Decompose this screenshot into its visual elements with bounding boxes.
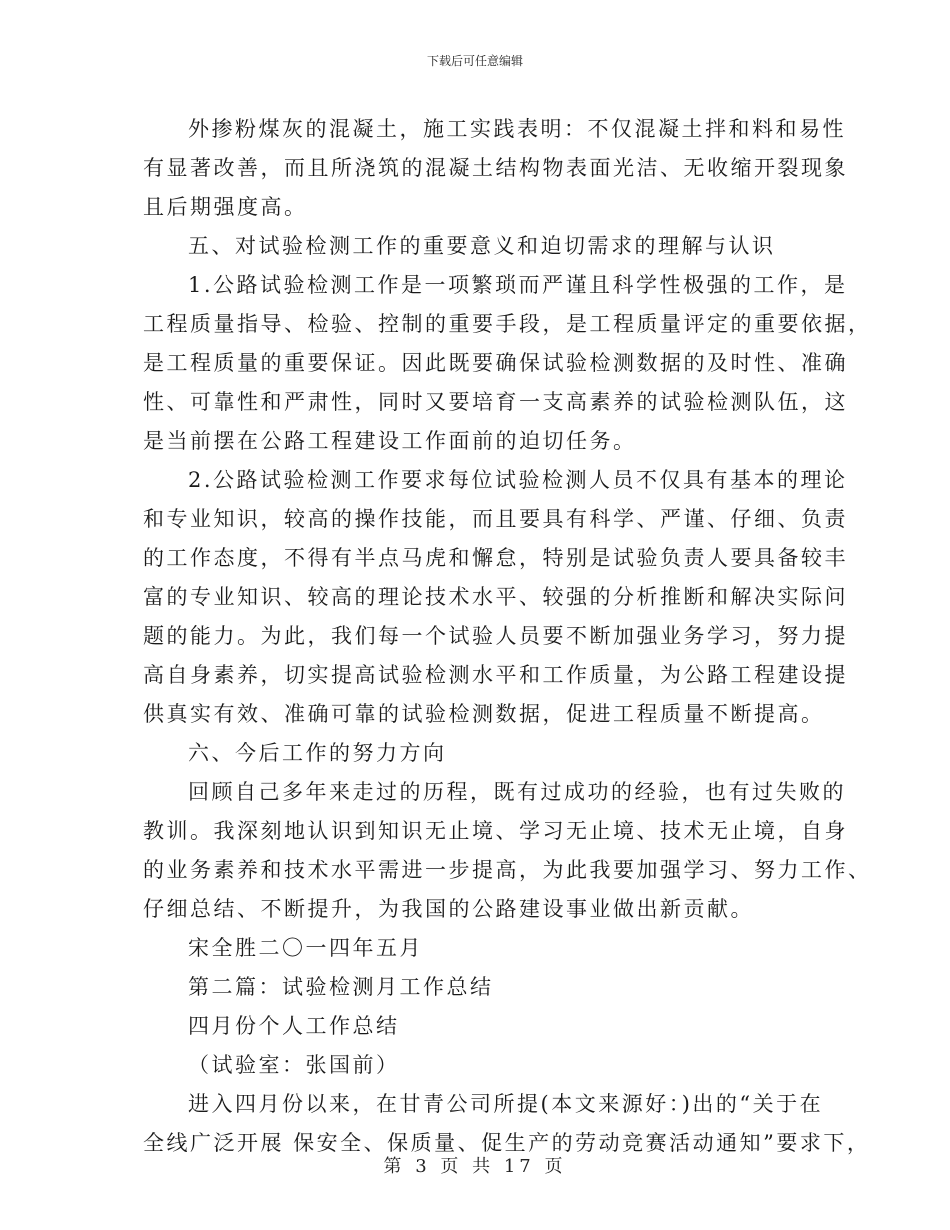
text-line: 回顾自己多年来走过的历程，既有过成功的经验，也有过失败的: [188, 780, 846, 804]
text-line: 四月份个人工作总结: [188, 1014, 400, 1038]
text-line: 是工程质量的重要保证。因此既要确保试验检测数据的及时性、准确: [143, 351, 848, 375]
text-line: 1.公路试验检测工作是一项繁琐而严谨且科学性极强的工作，是: [188, 273, 848, 297]
text-line: 和专业知识，较高的操作技能，而且要具有科学、严谨、仔细、负责: [143, 507, 848, 531]
text-line: 供真实有效、准确可靠的试验检测数据，促进工程质量不断提高。: [143, 702, 825, 726]
text-line: 性、可靠性和严肃性，同时又要培育一支高素养的试验检测队伍，这: [143, 390, 848, 414]
body-text: [143, 110, 872, 1163]
text-line: 富的专业知识、较高的理论技术水平、较强的分析推断和解决实际问: [143, 585, 848, 609]
text-line: 第二篇：试验检测月工作总结: [188, 975, 494, 999]
document-body: [143, 110, 872, 1163]
text-line: 2.公路试验检测工作要求每位试验检测人员不仅具有基本的理论: [188, 468, 848, 492]
text-line: 仔细总结、不断提升，为我国的公路建设事业做出新贡献。: [143, 897, 754, 921]
text-line: 且后期强度高。: [143, 195, 308, 219]
text-line: （试验室：张国前）: [188, 1053, 400, 1077]
text-line: 教训。我深刻地认识到知识无止境、学习无止境、技术无止境，自身: [143, 819, 848, 843]
page-header: 下载后可任意编辑: [426, 54, 523, 68]
text-line: 外掺粉煤灰的混凝土，施工实践表明：不仅混凝土拌和料和易性: [188, 117, 846, 141]
text-line: 工程质量指导、检验、控制的重要手段，是工程质量评定的重要依据，: [143, 312, 872, 336]
text-line: 的工作态度，不得有半点马虎和懈怠，特别是试验负责人要具备较丰: [143, 546, 848, 570]
text-line: 的业务素养和技术水平需进一步提高，为此我要加强学习、努力工作、: [143, 858, 872, 882]
text-line: 有显著改善，而且所浇筑的混凝土结构物表面光洁、无收缩开裂现象: [143, 156, 848, 180]
text-line: 题的能力。为此，我们每一个试验人员要不断加强业务学习，努力提: [143, 624, 848, 648]
text-line: 高自身素养，切实提高试验检测水平和工作质量，为公路工程建设提: [143, 663, 848, 687]
text-line: 是当前摆在公路工程建设工作面前的迫切任务。: [143, 429, 637, 453]
text-line: 六、今后工作的努力方向: [188, 741, 447, 765]
text-line: 进入四月份以来，在甘青公司所提(本文来源好：)出的“关于在: [188, 1092, 824, 1116]
page-number-footer: 第 3 页 共 17 页: [383, 1156, 567, 1177]
text-line: 五、对试验检测工作的重要意义和迫切需求的理解与认识: [188, 234, 776, 258]
text-line: 全线广泛开展 保安全、保质量、促生产的劳动竞赛活动通知”要求下，: [143, 1131, 871, 1155]
text-line: 宋全胜二〇一四年五月: [188, 936, 423, 960]
